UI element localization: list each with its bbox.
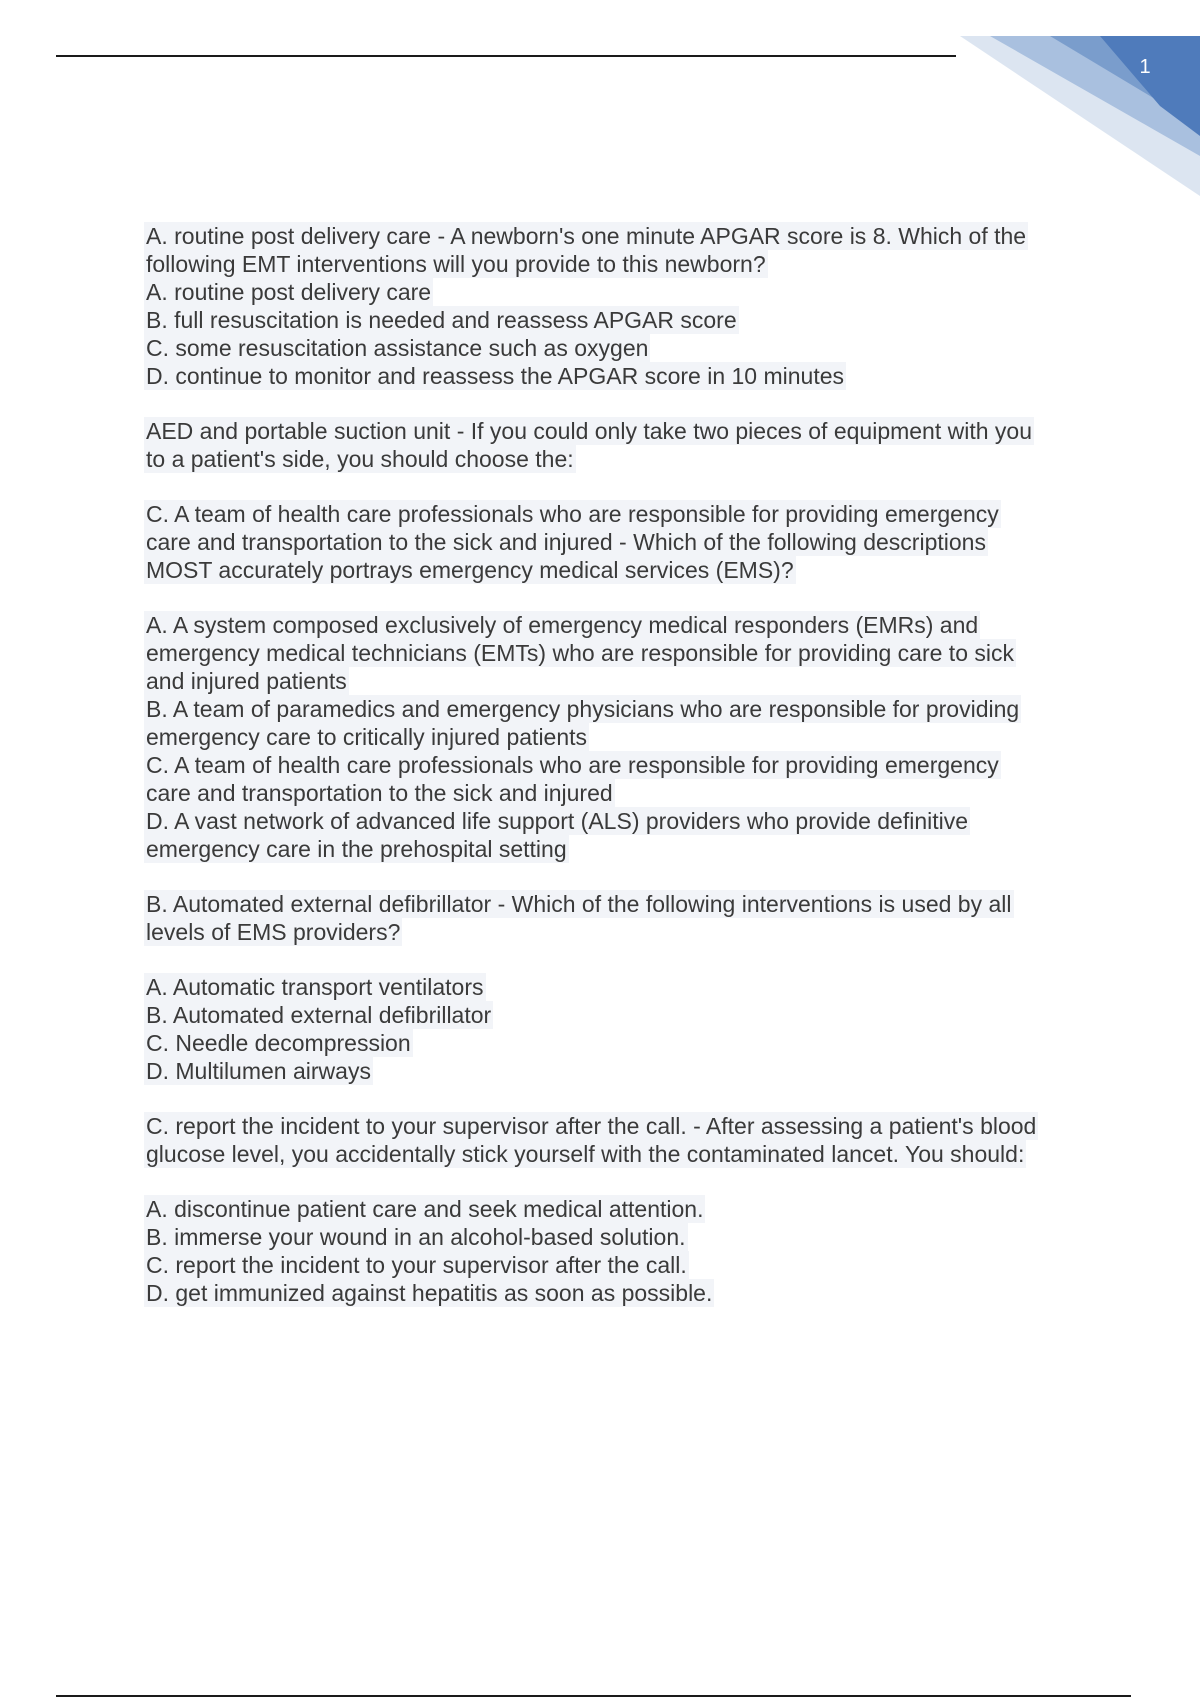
text-line: A. A system composed exclusively of emergency medical responders (EMRs) and	[146, 612, 979, 638]
question-block	[144, 417, 1094, 473]
text-line: emergency medical technicians (EMTs) who are responsible for providing care to sick	[146, 640, 1014, 666]
text-line: C. A team of health care professionals who are responsible for providing emergency	[146, 752, 999, 778]
text-line: care and transportation to the sick and injured	[146, 780, 613, 806]
text-line: C. Needle decompression	[146, 1030, 411, 1056]
text-line: C. A team of health care professionals who are responsible for providing emergency	[146, 501, 999, 527]
text-line: B. A team of paramedics and emergency physicians who are responsible for providing	[146, 696, 1020, 722]
header-rule	[56, 55, 956, 57]
text-line: D. continue to monitor and reassess the APGAR score in 10 minutes	[146, 363, 845, 389]
text-line: emergency care to critically injured patients	[146, 724, 588, 750]
text-line: glucose level, you accidentally stick yourself with the contaminated lancet. You should:	[146, 1141, 1025, 1167]
document-body	[144, 222, 1094, 1334]
text-line: D. Multilumen airways	[146, 1058, 371, 1084]
text-line: A. Automatic transport ventilators	[146, 974, 484, 1000]
text-line: levels of EMS providers?	[146, 919, 401, 945]
text-line: A. routine post delivery care	[146, 279, 432, 305]
question-block	[144, 1112, 1094, 1168]
question-block	[144, 500, 1094, 584]
text-line: B. immerse your wound in an alcohol-based solution.	[146, 1224, 686, 1250]
page-number: 1	[1139, 56, 1151, 78]
options-block	[144, 611, 1094, 863]
text-line: A. discontinue patient care and seek medical attention.	[146, 1196, 704, 1222]
options-block	[144, 973, 1094, 1085]
text-line: A. routine post delivery care - A newborn's one minute APGAR score is 8. Which of the	[146, 223, 1027, 249]
footer-rule	[56, 1695, 1131, 1697]
text-line: AED and portable suction unit - If you could only take two pieces of equipment with you	[146, 418, 1033, 444]
text-line: following EMT interventions will you provide to this newborn?	[146, 251, 766, 277]
options-block	[144, 1195, 1094, 1307]
text-line: to a patient's side, you should choose the:	[146, 446, 574, 472]
text-line: care and transportation to the sick and injured - Which of the following descriptions	[146, 529, 986, 555]
text-line: emergency care in the prehospital setting	[146, 836, 567, 862]
text-line: B. Automated external defibrillator	[146, 1002, 492, 1028]
text-line: C. report the incident to your supervisor after the call.	[146, 1252, 687, 1278]
text-line: C. report the incident to your supervisor after the call. - After assessing a patient's blood	[146, 1113, 1037, 1139]
question-block	[144, 890, 1094, 946]
text-line: MOST accurately portrays emergency medical services (EMS)?	[146, 557, 794, 583]
text-line: B. full resuscitation is needed and reassess APGAR score	[146, 307, 737, 333]
question-block	[144, 222, 1094, 390]
text-line: D. A vast network of advanced life support (ALS) providers who provide definitive	[146, 808, 969, 834]
text-line: and injured patients	[146, 668, 347, 694]
text-line: D. get immunized against hepatitis as soon as possible.	[146, 1280, 713, 1306]
text-line: C. some resuscitation assistance such as oxygen	[146, 335, 649, 361]
corner-decoration	[960, 36, 1200, 196]
text-line: B. Automated external defibrillator - Which of the following interventions is used by all	[146, 891, 1012, 917]
